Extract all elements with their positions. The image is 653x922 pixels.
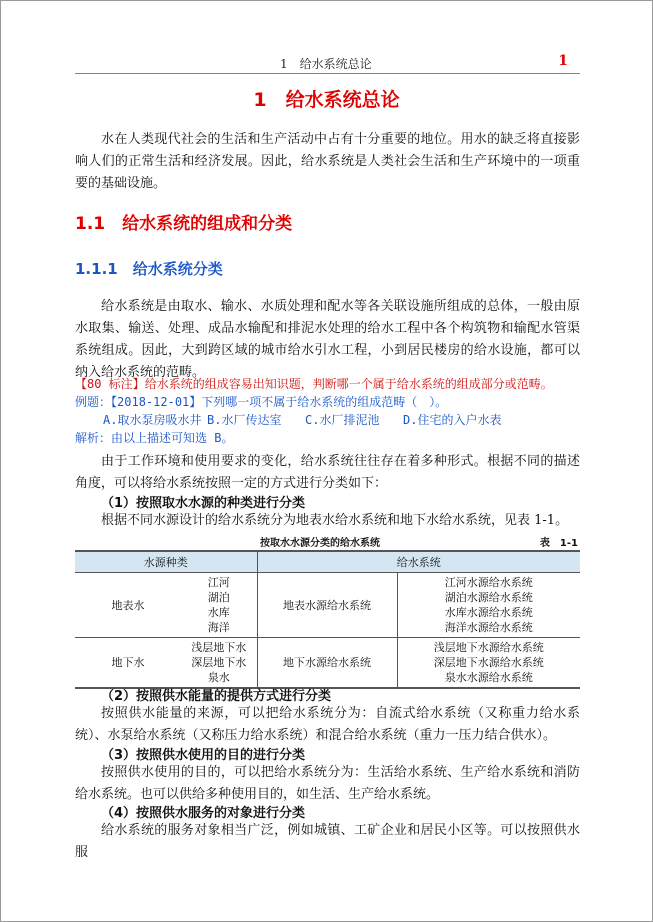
example-line	[75, 393, 580, 411]
table-row	[75, 638, 580, 689]
option-d: D.住宅的入户水表	[403, 413, 502, 427]
chapter-title: 1 给水系统总论	[253, 89, 400, 111]
subsection-1-text: 根据不同水源设计的给水系统分为地表水给水系统和地下水给水系统，见表 1-1。	[101, 513, 569, 528]
example-question: 下列哪一项不属于给水系统的组成范畴（ ）。	[201, 395, 448, 409]
row-category: 地表水	[75, 573, 181, 638]
section-heading-1-1-1: 1.1.1 给水系统分类	[75, 260, 223, 278]
option-b: B.水厂传达室	[207, 413, 282, 427]
option-a: A.取水泵房吸水井	[103, 413, 202, 427]
source-item: 深层地下水	[191, 656, 247, 669]
subsection-4-title: （4）按照供水服务的对象进行分类	[101, 806, 306, 821]
header-source-type: 水源种类	[75, 551, 257, 573]
source-item: 湖泊	[207, 591, 230, 604]
example-date: 【2018-12-01】	[111, 395, 202, 409]
row-details	[397, 638, 580, 689]
detail-item: 水库水源给水系统	[444, 606, 533, 619]
row-system: 地下水源给水系统	[257, 638, 397, 689]
table-row	[75, 573, 580, 638]
note-line	[75, 375, 580, 393]
example-prefix: 例题：	[75, 395, 112, 409]
subsection-2-text: 按照供水能量的来源，可以把给水系统分为：自流式给水系统（又称重力给水系统）、水泵给水系统（又称压力给水系统）和混合给水系统（重力一压力结合供水）。	[75, 706, 580, 743]
option-c: C.水厂排泥池	[305, 413, 380, 427]
source-item: 水库	[207, 606, 230, 619]
section-heading-1-1: 1.1 给水系统的组成和分类	[75, 214, 293, 234]
source-item: 江河	[207, 576, 230, 589]
table-caption-title: 按取水水源分类的给水系统	[260, 538, 380, 549]
table-header-row	[75, 551, 580, 573]
water-source-table	[75, 550, 580, 689]
row-sources	[181, 573, 257, 638]
subsection-1-title: （1）按照取水水源的种类进行分类	[101, 496, 306, 511]
row-sources	[181, 638, 257, 689]
running-header	[75, 55, 580, 74]
source-item: 泉水	[207, 671, 230, 684]
detail-item: 泉水水源给水系统	[444, 671, 533, 684]
source-item: 浅层地下水	[191, 641, 247, 654]
subsection-3-title: （3）按照供水使用的目的进行分类	[101, 748, 306, 763]
table-number: 表 1-1	[539, 538, 578, 549]
note-text: 给水系统的组成容易出知识题，判断哪一个属于给水系统的组成部分或范畴。	[144, 377, 553, 391]
subsection-4-text: 给水系统的服务对象相当广泛，例如城镇、工矿企业和居民小区等。可以按照供水服	[75, 823, 580, 860]
exam-note	[75, 375, 580, 447]
table-caption	[75, 534, 580, 548]
detail-item: 海洋水源给水系统	[444, 621, 533, 634]
detail-item: 浅层地下水源给水系统	[433, 641, 544, 654]
note-label: 【80 标注】	[75, 377, 145, 391]
detail-item: 湖泊水源给水系统	[444, 591, 533, 604]
subsection-2-title: （2）按照供水能量的提供方式进行分类	[101, 689, 332, 704]
header-title: 1 给水系统总论	[280, 57, 372, 71]
example-analysis: 解析：由以上描述可知选 B。	[75, 431, 234, 445]
definition-paragraph: 给水系统是由取水、输水、水质处理和配水等各关联设施所组成的总体，一般由原水取集、输送、处理、成品水输配和排泥水处理的给水工程中各个构筑物和输配水管渠系统组成。因此，大到跨区域的城市给水引水工程，小到居民楼房的给水设施，都可以纳入给水系统的范畴。	[75, 299, 580, 380]
header-page-number: 1	[558, 53, 568, 69]
forms-paragraph: 由于工作环境和使用要求的变化，给水系统往往存在着多种形式。根据不同的描述角度，可以将给水系统按照一定的方式进行分类如下：	[75, 454, 580, 491]
row-details	[397, 573, 580, 638]
row-system: 地表水源给水系统	[257, 573, 397, 638]
intro-paragraph: 水在人类现代社会的生活和生产活动中占有十分重要的地位。用水的缺乏将直接影响人们的正常生活和经济发展。因此，给水系统是人类社会生活和生产环境中的一项重要的基础设施。	[75, 132, 580, 191]
header-water-system: 给水系统	[257, 551, 580, 573]
row-category: 地下水	[75, 638, 181, 689]
example-options	[75, 411, 580, 429]
subsection-3-text: 按照供水使用的目的，可以把给水系统分为：生活给水系统、生产给水系统和消防给水系统。也可以供给多种使用目的，如生活、生产给水系统。	[75, 765, 580, 802]
source-item: 海洋	[207, 621, 230, 634]
detail-item: 江河水源给水系统	[444, 576, 533, 589]
detail-item: 深层地下水源给水系统	[433, 656, 544, 669]
